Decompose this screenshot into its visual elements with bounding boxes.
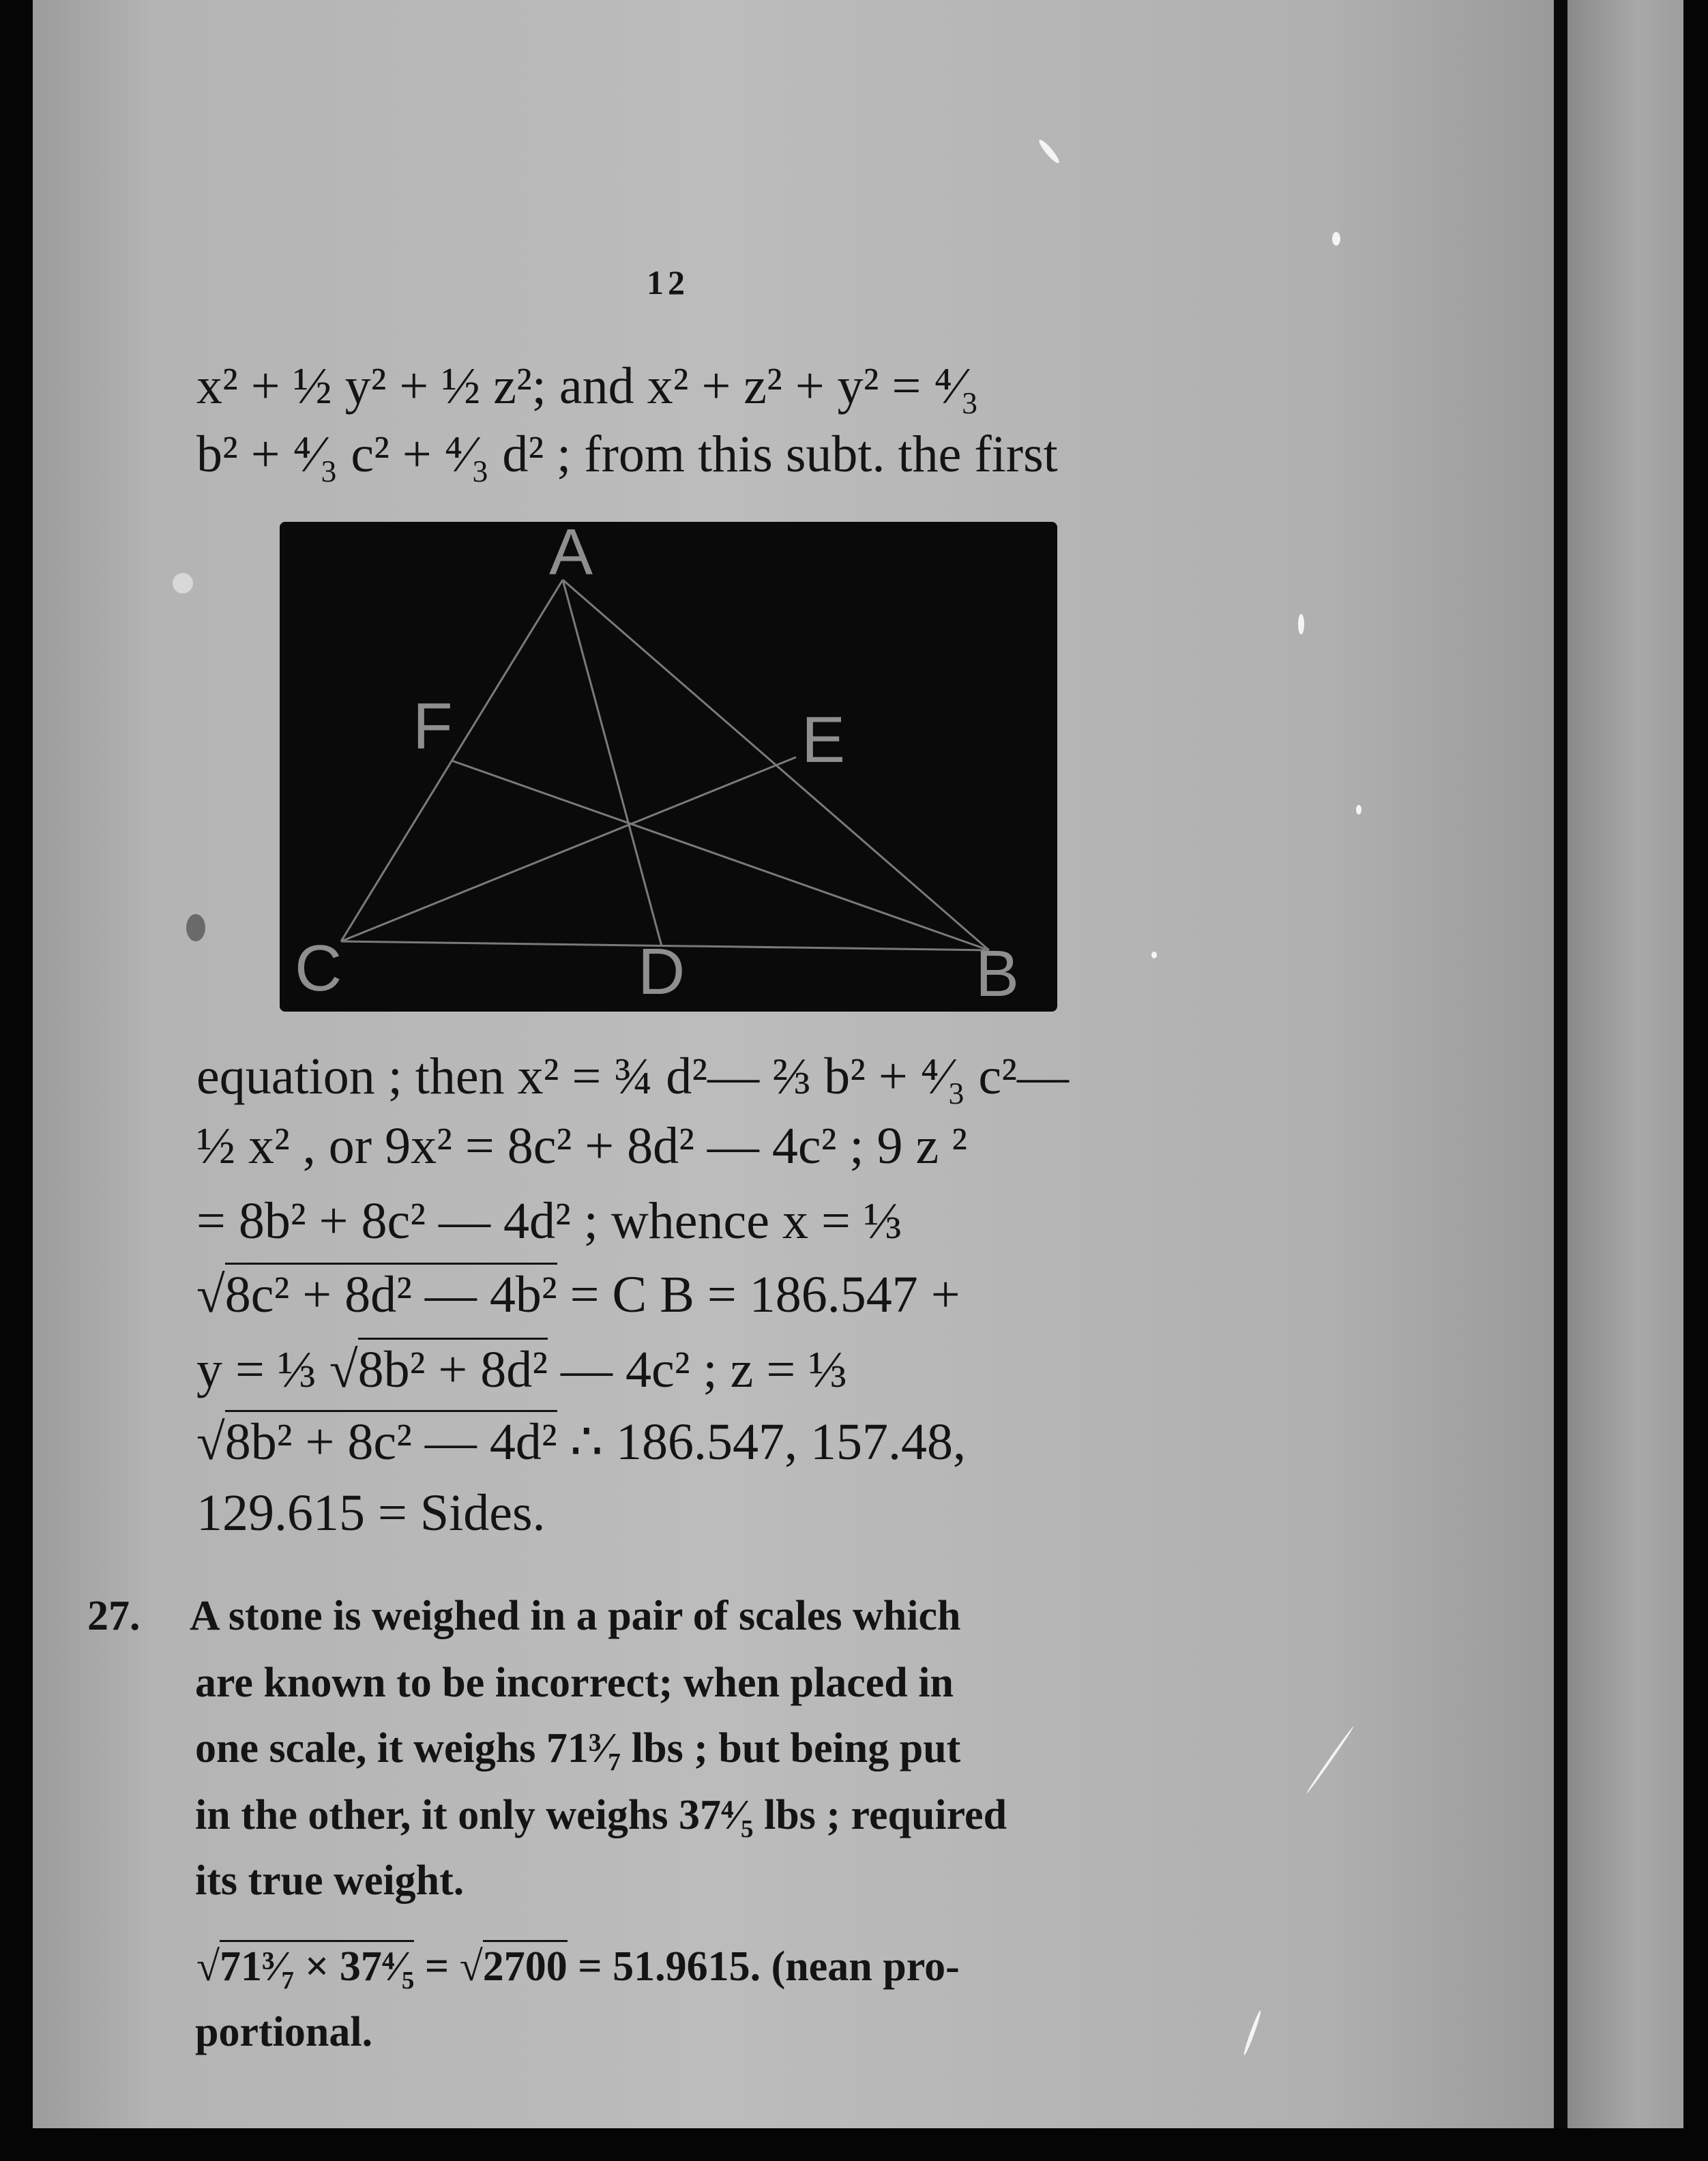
solution-line [196, 1945, 960, 1988]
scan-speck [1037, 138, 1061, 165]
scan-speck [1242, 2010, 1263, 2056]
book-page [33, 0, 1554, 2128]
radicand: 2700 [483, 1940, 568, 1990]
sqrt-symbol: √ [459, 1943, 483, 1990]
median-ce [341, 757, 796, 941]
sqrt-symbol: √ [196, 1266, 225, 1323]
problem-line-3: one scale, it weighs 71³⁄₇ lbs ; but being put [195, 1725, 961, 1772]
scan-speck [173, 573, 193, 593]
equation-line-7 [196, 1341, 848, 1398]
scan-margin-right [1683, 0, 1708, 2161]
sqrt-symbol: √ [329, 1341, 358, 1398]
equation-line-1: x² + ½ y² + ½ z²; and x² + z² + y² = ⁴⁄₃ [196, 357, 980, 415]
label-d: D [638, 935, 686, 1008]
equation-pre: y = ⅓ [196, 1341, 316, 1398]
page-number: 12 [647, 263, 689, 302]
radicand: 8c² + 8d² — 4b² [225, 1263, 557, 1323]
radicand: 8b² + 8c² — 4d² [225, 1410, 557, 1471]
equation-line-4: ½ x² , or 9x² = 8c² + 8d² — 4c² ; 9 z ² [196, 1117, 968, 1175]
equation-line-5: = 8b² + 8c² — 4d² ; whence x = ⅓ [196, 1192, 902, 1250]
equation-line-9: 129.615 = Sides. [196, 1484, 546, 1542]
label-c: C [295, 932, 342, 1005]
radicand: 8b² + 8d² [358, 1338, 548, 1398]
gutter-shadow [1554, 0, 1567, 2161]
equation-rest: = C B = 186.547 + [570, 1266, 960, 1323]
problem-number: 27. [87, 1593, 141, 1639]
median-ad [563, 580, 662, 946]
scan-speck [1332, 232, 1340, 246]
problem-line-1: A stone is weighed in a pair of scales which [190, 1593, 961, 1639]
equation-line-8 [196, 1413, 967, 1471]
label-a: A [549, 516, 593, 589]
scan-speck [186, 914, 205, 941]
equation-line-6 [196, 1266, 960, 1323]
label-e: E [801, 703, 846, 776]
sqrt-symbol: √ [196, 1413, 225, 1471]
equals-sign: = [414, 1943, 460, 1990]
label-b: B [975, 937, 1020, 1010]
median-bf [452, 761, 989, 950]
problem-line-4: in the other, it only weighs 37⁴⁄₅ lbs ; required [195, 1792, 1007, 1838]
label-f: F [413, 690, 453, 763]
equation-rest: — 4c² ; z = ⅓ [561, 1341, 848, 1398]
solution-rest: = 51.9615. (nean pro- [578, 1943, 960, 1990]
scan-speck [1306, 1726, 1355, 1795]
equation-line-3: equation ; then x² = ¾ d²— ⅔ b² + ⁴⁄₃ c²— [196, 1048, 1069, 1105]
equation-line-2: b² + ⁴⁄₃ c² + ⁴⁄₃ d² ; from this subt. the first [196, 426, 1058, 483]
scan-speck [1356, 805, 1361, 814]
scan-speck [1151, 952, 1157, 958]
problem-line-2: are known to be incorrect; when placed in [195, 1660, 954, 1706]
radicand: 71³⁄₇ × 37⁴⁄₅ [220, 1940, 414, 1990]
equation-rest: ∴ 186.547, 157.48, [570, 1413, 967, 1471]
solution-end: portional. [195, 2009, 373, 2055]
problem-line-5: its true weight. [195, 1857, 465, 1904]
adjacent-page-edge [1567, 0, 1683, 2128]
scan-speck [1298, 614, 1304, 634]
triangle-figure [280, 516, 1057, 1012]
scan-margin-bottom [0, 2128, 1708, 2161]
sqrt-symbol: √ [196, 1943, 220, 1990]
